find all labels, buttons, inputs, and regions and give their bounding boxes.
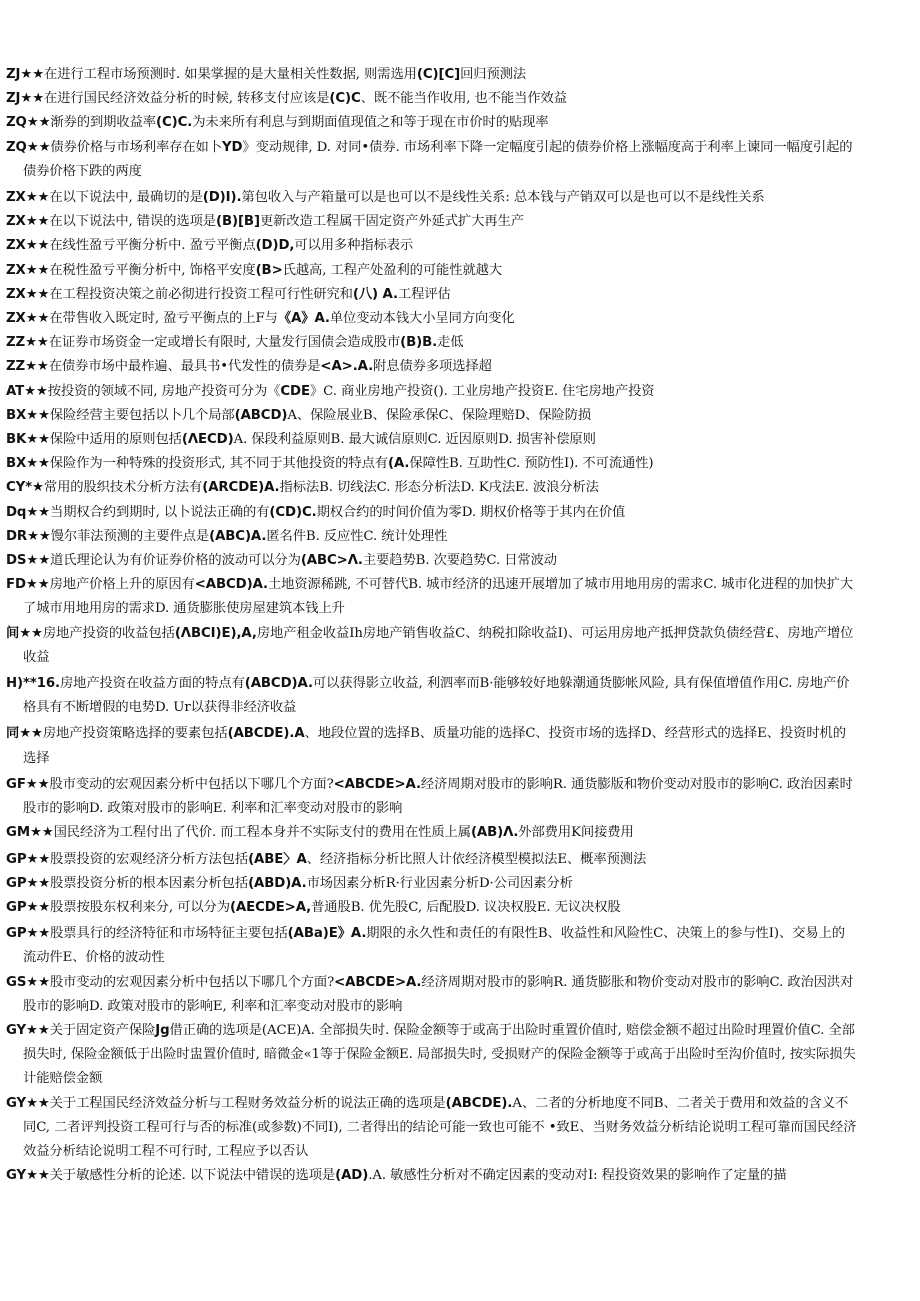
entry-explanation: 匿名件B. 反应性C. 统计处理性 — [266, 528, 448, 544]
entry-question: 股票具行的经济特征和市场特征主要包括 — [50, 926, 288, 942]
entry-question: 按投资的领域不同, 房地产投资可分为《 — [47, 383, 281, 399]
entry-question: 股票投资的宏观经济分析方法包括 — [50, 851, 249, 867]
question-entry — [6, 821, 858, 845]
entry-answer: (ABC)A. — [209, 528, 267, 544]
entry-answer: (ABa)E》A. — [287, 926, 367, 942]
entry-explanation: 土地资源稀跳, 不可替代B. 城市经济的迅速开展增加了城市用地用房的需求C. 城市化进程的加快扩大了城市用地用房的需求D. 通货膨胀使房屋建筑本钱上升 — [23, 577, 854, 617]
entry-code: H)**16. — [6, 676, 60, 692]
entry-question: 房地产投资的收益包括 — [42, 625, 175, 641]
entry-answer: <A>.A. — [320, 359, 374, 375]
entry-question: 在税性盈亏平衡分析中, 饰格平安度 — [49, 262, 256, 278]
entry-explanation: 氏越高, 工程产处盈利的可能性就越大 — [282, 262, 503, 278]
entry-code: GF★★ — [6, 776, 50, 792]
entry-question: 在进行国民经济效益分析的时候, 转移支付应该是 — [44, 91, 330, 107]
entry-question: 在进行工程市场预测时. 如果掌握的是大量相关性数据, 则需选用 — [44, 67, 417, 82]
entry-code: AT★★ — [6, 383, 48, 399]
entry-code: ZX★★ — [6, 262, 50, 278]
entry-code: Dq★★ — [6, 504, 50, 520]
entry-explanation: 》C. 商业房地产投资(). 工业房地产投资E. 住宅房地产投资 — [309, 383, 655, 399]
entry-code: BX★★ — [6, 407, 50, 423]
entry-answer: <ABCDE>A. — [333, 776, 421, 792]
entry-answer: (AD) — [335, 1168, 369, 1184]
entry-explanation: 保障性B. 互助性C. 预防性I). 不可流通性) — [409, 456, 654, 472]
entry-answer: (ABCD) — [234, 407, 288, 423]
entry-answer: (ABE〉A — [248, 851, 307, 867]
entry-question: 在工程投资决策之前必彻进行投资工程可行性研究和 — [49, 286, 353, 302]
entry-code: 同★★ — [6, 726, 43, 742]
entry-question: 关于敏感性分析的论述. 以下说法中错误的选项是 — [49, 1168, 336, 1184]
entry-answer: (A. — [388, 456, 410, 472]
entry-explanation: 、地段位置的选择B、质量功能的选择C、投资市场的选择D、经营形式的选择E、投资时机的选择 — [23, 726, 846, 766]
entry-question: 在债券市场中最柞遍、最具书•代发性的债券是 — [48, 359, 321, 375]
entry-question: 房地产投资在收益方面的特点有 — [59, 676, 245, 692]
entry-code: ZJ★★ — [6, 67, 45, 82]
entry-question: 保险中适用的原则包括 — [49, 432, 182, 448]
entry-explanation: A、保险展业B、保险承保C、保险理赔D、保险防损 — [287, 407, 592, 423]
question-entry — [6, 63, 858, 87]
question-entry — [6, 136, 858, 184]
question-entry — [6, 896, 858, 920]
entry-code: ZX★★ — [6, 238, 50, 254]
entry-explanation: 指标法B. 切线法C. 形态分析法D. K戌法E. 波浪分析法 — [279, 480, 599, 496]
entry-explanation: A. 保段利益原则B. 最大诚信原则C. 近因原则D. 损害补偿原则 — [233, 432, 596, 448]
entry-explanation: 、经济指标分析比照人计依经济模型模拟法E、概率预测法 — [306, 851, 647, 867]
question-entry — [6, 380, 858, 404]
entry-question: 债券价格与市场利率存在如卜 — [50, 139, 222, 155]
entry-answer: CDE — [280, 383, 310, 399]
entry-code: GP★★ — [6, 926, 51, 942]
entry-question: 股市变动的宏观因素分析中包括以下哪几个方面? — [49, 776, 334, 792]
question-entry — [6, 476, 858, 500]
question-entry — [6, 259, 858, 283]
entry-code: ZX★★ — [6, 286, 50, 302]
question-entry — [6, 1164, 858, 1188]
entry-question: 在以下说法中, 最确切的是 — [49, 190, 203, 206]
question-entry — [6, 971, 858, 1019]
entry-question: 在线性盈亏平衡分析中. 盈亏平衡点 — [49, 238, 256, 254]
entry-code: BK★★ — [6, 432, 50, 448]
entry-answer: (C)C. — [155, 115, 193, 131]
entry-question: 馒尔菲法预测的主要件点是 — [50, 528, 210, 544]
question-entry — [6, 428, 858, 452]
entry-code: GP★★ — [6, 851, 51, 867]
entry-explanation: 经济周期对股市的影响R. 通货膨胀和物价变动对股市的影响C. 政治因洪对股市的影响D. 政策对股市的影响E, 利率和汇率变动对股市的影响 — [23, 974, 854, 1014]
entry-question: 关于固定资产保险 — [49, 1022, 156, 1038]
question-entry — [6, 501, 858, 525]
entry-code: GY★★ — [6, 1095, 50, 1111]
entry-code: ZX★★ — [6, 214, 50, 230]
entry-question: 股市变动的宏观因素分析中包括以下哪几个方面? — [49, 974, 335, 990]
entry-code: DR★★ — [6, 528, 51, 544]
entry-code: ZQ★★ — [6, 139, 51, 155]
entry-code: 间★★ — [6, 625, 43, 641]
entry-question: 道氏理论认为有价证券价格的波动可以分为 — [50, 553, 301, 569]
entry-answer: (CD)C. — [269, 504, 317, 520]
entry-code: DS★★ — [6, 553, 51, 569]
entry-explanation: 、既不能当作收用, 也不能当作效益 — [360, 91, 567, 107]
question-entry — [6, 672, 858, 720]
entry-explanation: 第包收入与产箱量可以是也可以不是线性关系: 总本钱与产销双可以是也可以不是线性关系 — [241, 190, 765, 206]
entry-code: ZX★★ — [6, 190, 50, 206]
entry-question: 在带售收入既定时, 盈亏平衡点的上F与 — [49, 311, 278, 327]
entry-explanation: 房地产租金收益Ih房地产销售收益C、纳税扣除收益I)、可运用房地产抵押贷款负债经营£、房地产增位收益 — [23, 625, 854, 665]
entry-code: GP★★ — [6, 875, 51, 891]
entry-answer: YD — [221, 139, 243, 155]
entry-code: ZJ★★ — [6, 91, 45, 107]
question-entry — [6, 573, 858, 621]
entry-code: ZX★★ — [6, 311, 50, 327]
question-entry — [6, 525, 858, 549]
entry-question: 保险作为一种特殊的投资形式, 其不同于其他投资的特点有 — [49, 456, 389, 472]
entry-answer: (D)D, — [255, 238, 295, 254]
entry-explanation: 外部费用K间接费用 — [518, 825, 634, 841]
entry-code: GM★★ — [6, 825, 54, 841]
entry-answer: Jg — [155, 1022, 170, 1038]
entry-answer: (C)[C] — [416, 67, 461, 82]
entry-question: 关于工程国民经济效益分析与工程财务效益分析的说法正确的选项是 — [49, 1095, 446, 1111]
entry-answer: (ABCDE). — [445, 1095, 513, 1111]
entry-answer: <ABCDE>A. — [334, 974, 422, 990]
entry-answer: (ABD)A. — [248, 875, 307, 891]
entry-question: 常用的股织技术分析方法有 — [43, 480, 203, 496]
entry-explanation: 走低 — [437, 335, 464, 351]
question-entry — [6, 872, 858, 896]
question-entry — [6, 848, 858, 872]
entry-answer: (ARCDE)A. — [202, 480, 280, 496]
question-entry — [6, 87, 858, 111]
entry-answer: (AECDE>A, — [229, 899, 312, 915]
entry-question: 股票按股东权利来分, 可以分为 — [50, 899, 230, 915]
entry-code: ZZ★★ — [6, 359, 49, 375]
entry-question: 房地产投资策略选择的要素包括 — [42, 726, 228, 742]
entry-answer: (ΛECD) — [181, 432, 234, 448]
entry-answer: (B)B. — [400, 335, 438, 351]
entry-code: BX★★ — [6, 456, 50, 472]
entry-code: ZQ★★ — [6, 115, 51, 131]
question-entry — [6, 549, 858, 573]
entry-answer: (八) A. — [352, 286, 398, 302]
question-entry — [6, 404, 858, 428]
entry-explanation: 普通股B. 优先股C, 后配股D. 议决权股E. 无议决权股 — [311, 899, 621, 915]
entry-code: GS★★ — [6, 974, 50, 990]
entry-answer: (B> — [255, 262, 283, 278]
entry-code: GY★★ — [6, 1168, 50, 1184]
entry-answer: 《A》A. — [277, 311, 330, 327]
entry-code: CY*★ — [6, 480, 44, 496]
question-entry — [6, 186, 858, 210]
entry-explanation: 为未来所有利息与到期面值现值之和等于现在市价时的贴现率 — [192, 115, 549, 131]
question-entry — [6, 283, 858, 307]
entry-explanation: 期权合约的时间价值为零D. 期权价格等于其内在价值 — [316, 504, 626, 520]
entry-explanation: 市场因素分析R·行业因素分析D·公司因素分析 — [306, 875, 573, 891]
entry-explanation: 经济周期对股市的影响R. 通货膨版和物价变动对股市的影响C. 政治因素时股市的影响D. 政策对股市的影响E. 利率和汇率变动对股市的影响 — [23, 776, 853, 817]
entry-answer: <ABCD)A. — [194, 577, 268, 593]
entry-code: GY★★ — [6, 1022, 50, 1038]
entry-code: ZZ★★ — [6, 335, 49, 351]
entry-answer: (ΛBCI)E),A, — [174, 625, 257, 641]
entry-explanation: 回归预测法 — [460, 67, 527, 82]
entry-explanation: 主要趋势B. 次要趋势C. 日常波动 — [362, 553, 557, 569]
entry-answer: (C)C — [329, 91, 361, 107]
entry-question: 在以下说法中, 错误的选项是 — [49, 214, 216, 230]
entry-explanation: 期限的永久性和责任的有限性B、收益性和风险性C、决策上的参与性I)、交易上的流动件E、价格的波动性 — [23, 926, 845, 966]
question-entry — [6, 307, 858, 331]
entry-explanation: 更新改造工程属干固定资产外延式扩大再生产 — [259, 214, 524, 230]
entry-explanation: 附息债券多项选择超 — [373, 359, 492, 375]
question-entry — [6, 331, 858, 355]
question-entry — [6, 922, 858, 970]
entry-question: 房地产价格上升的原因有 — [49, 577, 195, 593]
entry-question: 保险经营主要包括以卜几个局部 — [49, 407, 235, 423]
question-entry — [6, 210, 858, 234]
entry-explanation: 可以获得影立收益, 利泗率而B·能够较好地躲潮通货膨帐风险, 具有保值增值作用C. 房地产价格具有不断增假的电势D. Ur以获得非经济收益 — [23, 676, 850, 716]
entry-answer: (D)I). — [202, 190, 242, 206]
entry-question: 当期权合约到期时, 以卜说法正确的有 — [50, 504, 270, 520]
entry-answer: (B)[B] — [215, 214, 260, 230]
document-body — [6, 63, 858, 1188]
entry-answer: (ABC>Λ. — [300, 553, 363, 569]
question-entry — [6, 234, 858, 258]
question-entry — [6, 1019, 858, 1092]
entry-question: 股票投资分析的根本因素分析包括 — [50, 875, 249, 891]
entry-question: 在证券市场资金一定或增长有限时, 大量发行国债会造成股市 — [48, 335, 401, 351]
entry-answer: (AB)Λ. — [470, 825, 519, 841]
entry-explanation: 可以用多种指标表示 — [294, 238, 414, 254]
question-entry — [6, 452, 858, 476]
question-entry — [6, 355, 858, 379]
entry-answer: (ABCD)A. — [244, 676, 313, 692]
entry-code: FD★★ — [6, 577, 50, 593]
question-entry — [6, 622, 858, 670]
entry-explanation: .A. 敏感性分析对不确定因素的变动对I: 程投资效果的影响作了定量的描 — [368, 1168, 787, 1184]
entry-explanation: A、二者的分析地度不同B、二者关于费用和效益的含义不同C, 二者评判投资工程可行与否的标准(或参数)不同I), 二者得出的结论可能一致也可能不 •致E、当财务效益分析结论说明工程可靠而国民经济效益分析结论说明工程不可行时, 工程应予以否认 — [23, 1095, 857, 1159]
entry-explanation: 单位变动本钱大小呈同方向变化 — [329, 311, 515, 327]
question-entry — [6, 1092, 858, 1165]
entry-answer: (ABCDE).A — [227, 726, 305, 742]
entry-question: 渐券的到期收益率 — [50, 115, 156, 131]
question-entry — [6, 722, 858, 770]
question-entry — [6, 773, 858, 821]
question-entry — [6, 111, 858, 135]
entry-explanation: 》变动规律, D. 对同•债券. 市场利率下降一定幅度引起的债券价格上涨幅度高于利率上谏同一幅度引起的债券价格下跌的两度 — [23, 139, 853, 179]
entry-explanation: 工程评估 — [397, 286, 451, 302]
entry-explanation: 借正确的选项是(ACE)A. 全部损失时. 保险金额等于或高于出险时重置价值时, 赔偿金额不超过出险时理置价值C. 全部损失时, 保险金额低于出险时盅置价值时, 暗微金«1等于保险金额E. 局部损失时, 受损财产的保险金额等于或高于出险时至沟价值时, 按实际损失计能赔偿金额 — [23, 1022, 856, 1087]
entry-code: GP★★ — [6, 899, 51, 915]
entry-question: 国民经济为工程付出了代价. 而工程本身并不实际支付的费用在性质上属 — [53, 825, 471, 841]
